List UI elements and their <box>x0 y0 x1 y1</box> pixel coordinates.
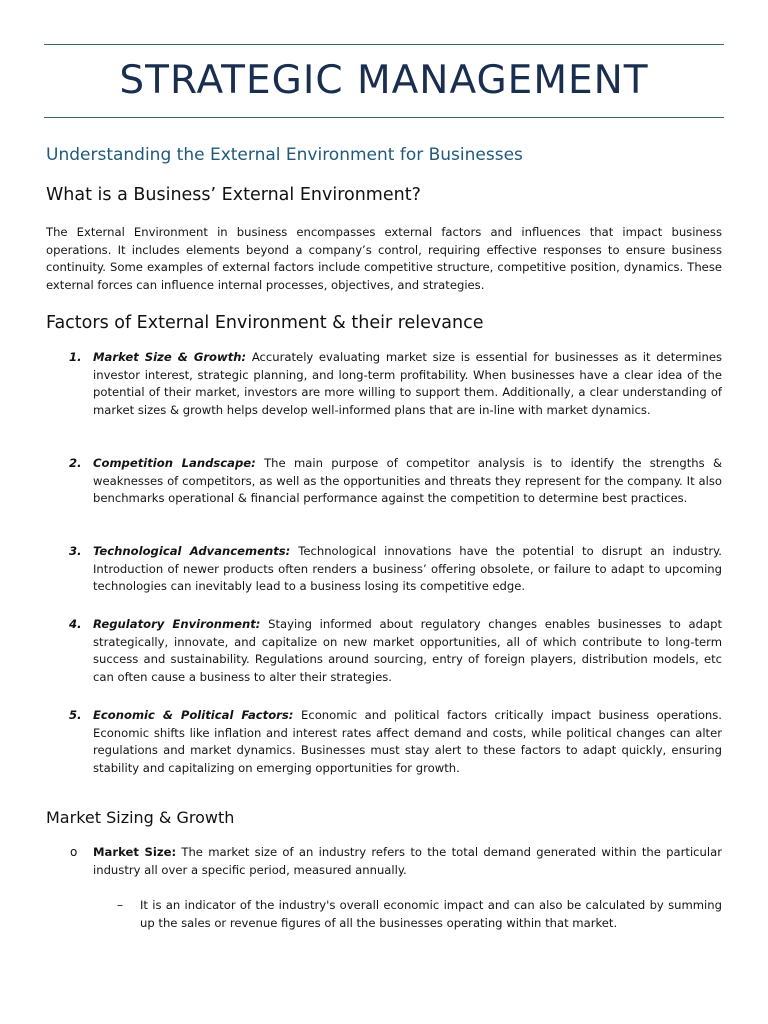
factor-number: 5. <box>69 708 82 722</box>
factor-lead: Regulatory Environment: <box>93 617 261 631</box>
factor-number: 1. <box>69 350 82 364</box>
bottom-rule <box>44 117 724 118</box>
page-subtitle: Understanding the External Environment for Businesses <box>46 145 523 165</box>
factor-item-economic-political <box>93 707 722 777</box>
factor-text: The main purpose of competitor analysis is to identify the strengths & weaknesses of competitors, as well as the opportunities and threats they represent for the company. It also benchmarks operational & financial performance against the competition to determine best practices. <box>93 456 722 506</box>
factor-text: Economic and political factors critically impact business operations. Economic shifts like inflation and interest rates affect demand and costs, while political changes can alter regulations and market dynamics. Businesses must stay alert to these factors to adapt quickly, ensuring stability and capitalizing on emerging opportunities for growth. <box>93 708 722 775</box>
factor-item-regulatory <box>93 616 722 686</box>
bullet-lead: Market Size: <box>93 845 177 859</box>
factor-lead: Economic & Political Factors: <box>93 708 294 722</box>
factor-text: Accurately evaluating market size is essential for businesses as it determines investor interest, strategic planning, and long-term profitability. When businesses have a clear idea of the potential of their market, investors are more willing to support them. Additionally, a clear understanding of market sizes & growth helps develop well-informed plans that are in-line with market dynamics. <box>93 350 722 417</box>
factor-item-competition <box>93 455 722 508</box>
section-heading-external-environment: What is a Business’ External Environment? <box>46 185 421 205</box>
dash-symbol: – <box>117 898 123 912</box>
section-heading-market-sizing: Market Sizing & Growth <box>46 808 235 827</box>
factor-lead: Technological Advancements: <box>93 544 291 558</box>
factor-text: Staying informed about regulatory changes enables businesses to adapt strategically, innovate, and capitalize on new market opportunities, all of which contribute to long-term success and sustainability. Regulations around sourcing, entry of foreign players, distribution models, etc can often cause a business to alter their strategies. <box>93 617 722 684</box>
factor-text: Technological innovations have the potential to disrupt an industry. Introduction of newer products often renders a business’ offering obsolete, or failure to adapt to upcoming technologies can inevitably lead to a business losing its competitive edge. <box>93 544 722 594</box>
market-size-bullet <box>93 844 722 879</box>
market-size-sub-bullet: It is an indicator of the industry's overall economic impact and can also be calculated by summing up the sales or revenue figures of all the businesses operating within that market. <box>140 898 722 930</box>
factor-item-market-size <box>93 349 722 419</box>
page-title: STRATEGIC MANAGEMENT <box>119 58 649 103</box>
factor-lead: Market Size & Growth: <box>93 350 247 364</box>
top-rule <box>44 44 724 45</box>
factor-number: 3. <box>69 544 82 558</box>
factor-number: 2. <box>69 456 82 470</box>
factor-lead: Competition Landscape: <box>93 456 256 470</box>
bullet-text: The market size of an industry refers to the total demand generated within the particular industry all over a specific period, measured annually. <box>93 845 722 877</box>
factor-number: 4. <box>69 617 82 631</box>
intro-paragraph: The External Environment in business encompasses external factors and influences that impact business operations. It includes elements beyond a company’s control, requiring effective responses to ensure business continuity. Some examples of external factors include competitive structure, competitive position, dynamics. These external forces can influence internal processes, objectives, and strategies. <box>46 225 722 292</box>
section-heading-factors: Factors of External Environment & their relevance <box>46 313 484 333</box>
bullet-symbol: o <box>70 845 78 859</box>
factor-item-technology <box>93 543 722 596</box>
